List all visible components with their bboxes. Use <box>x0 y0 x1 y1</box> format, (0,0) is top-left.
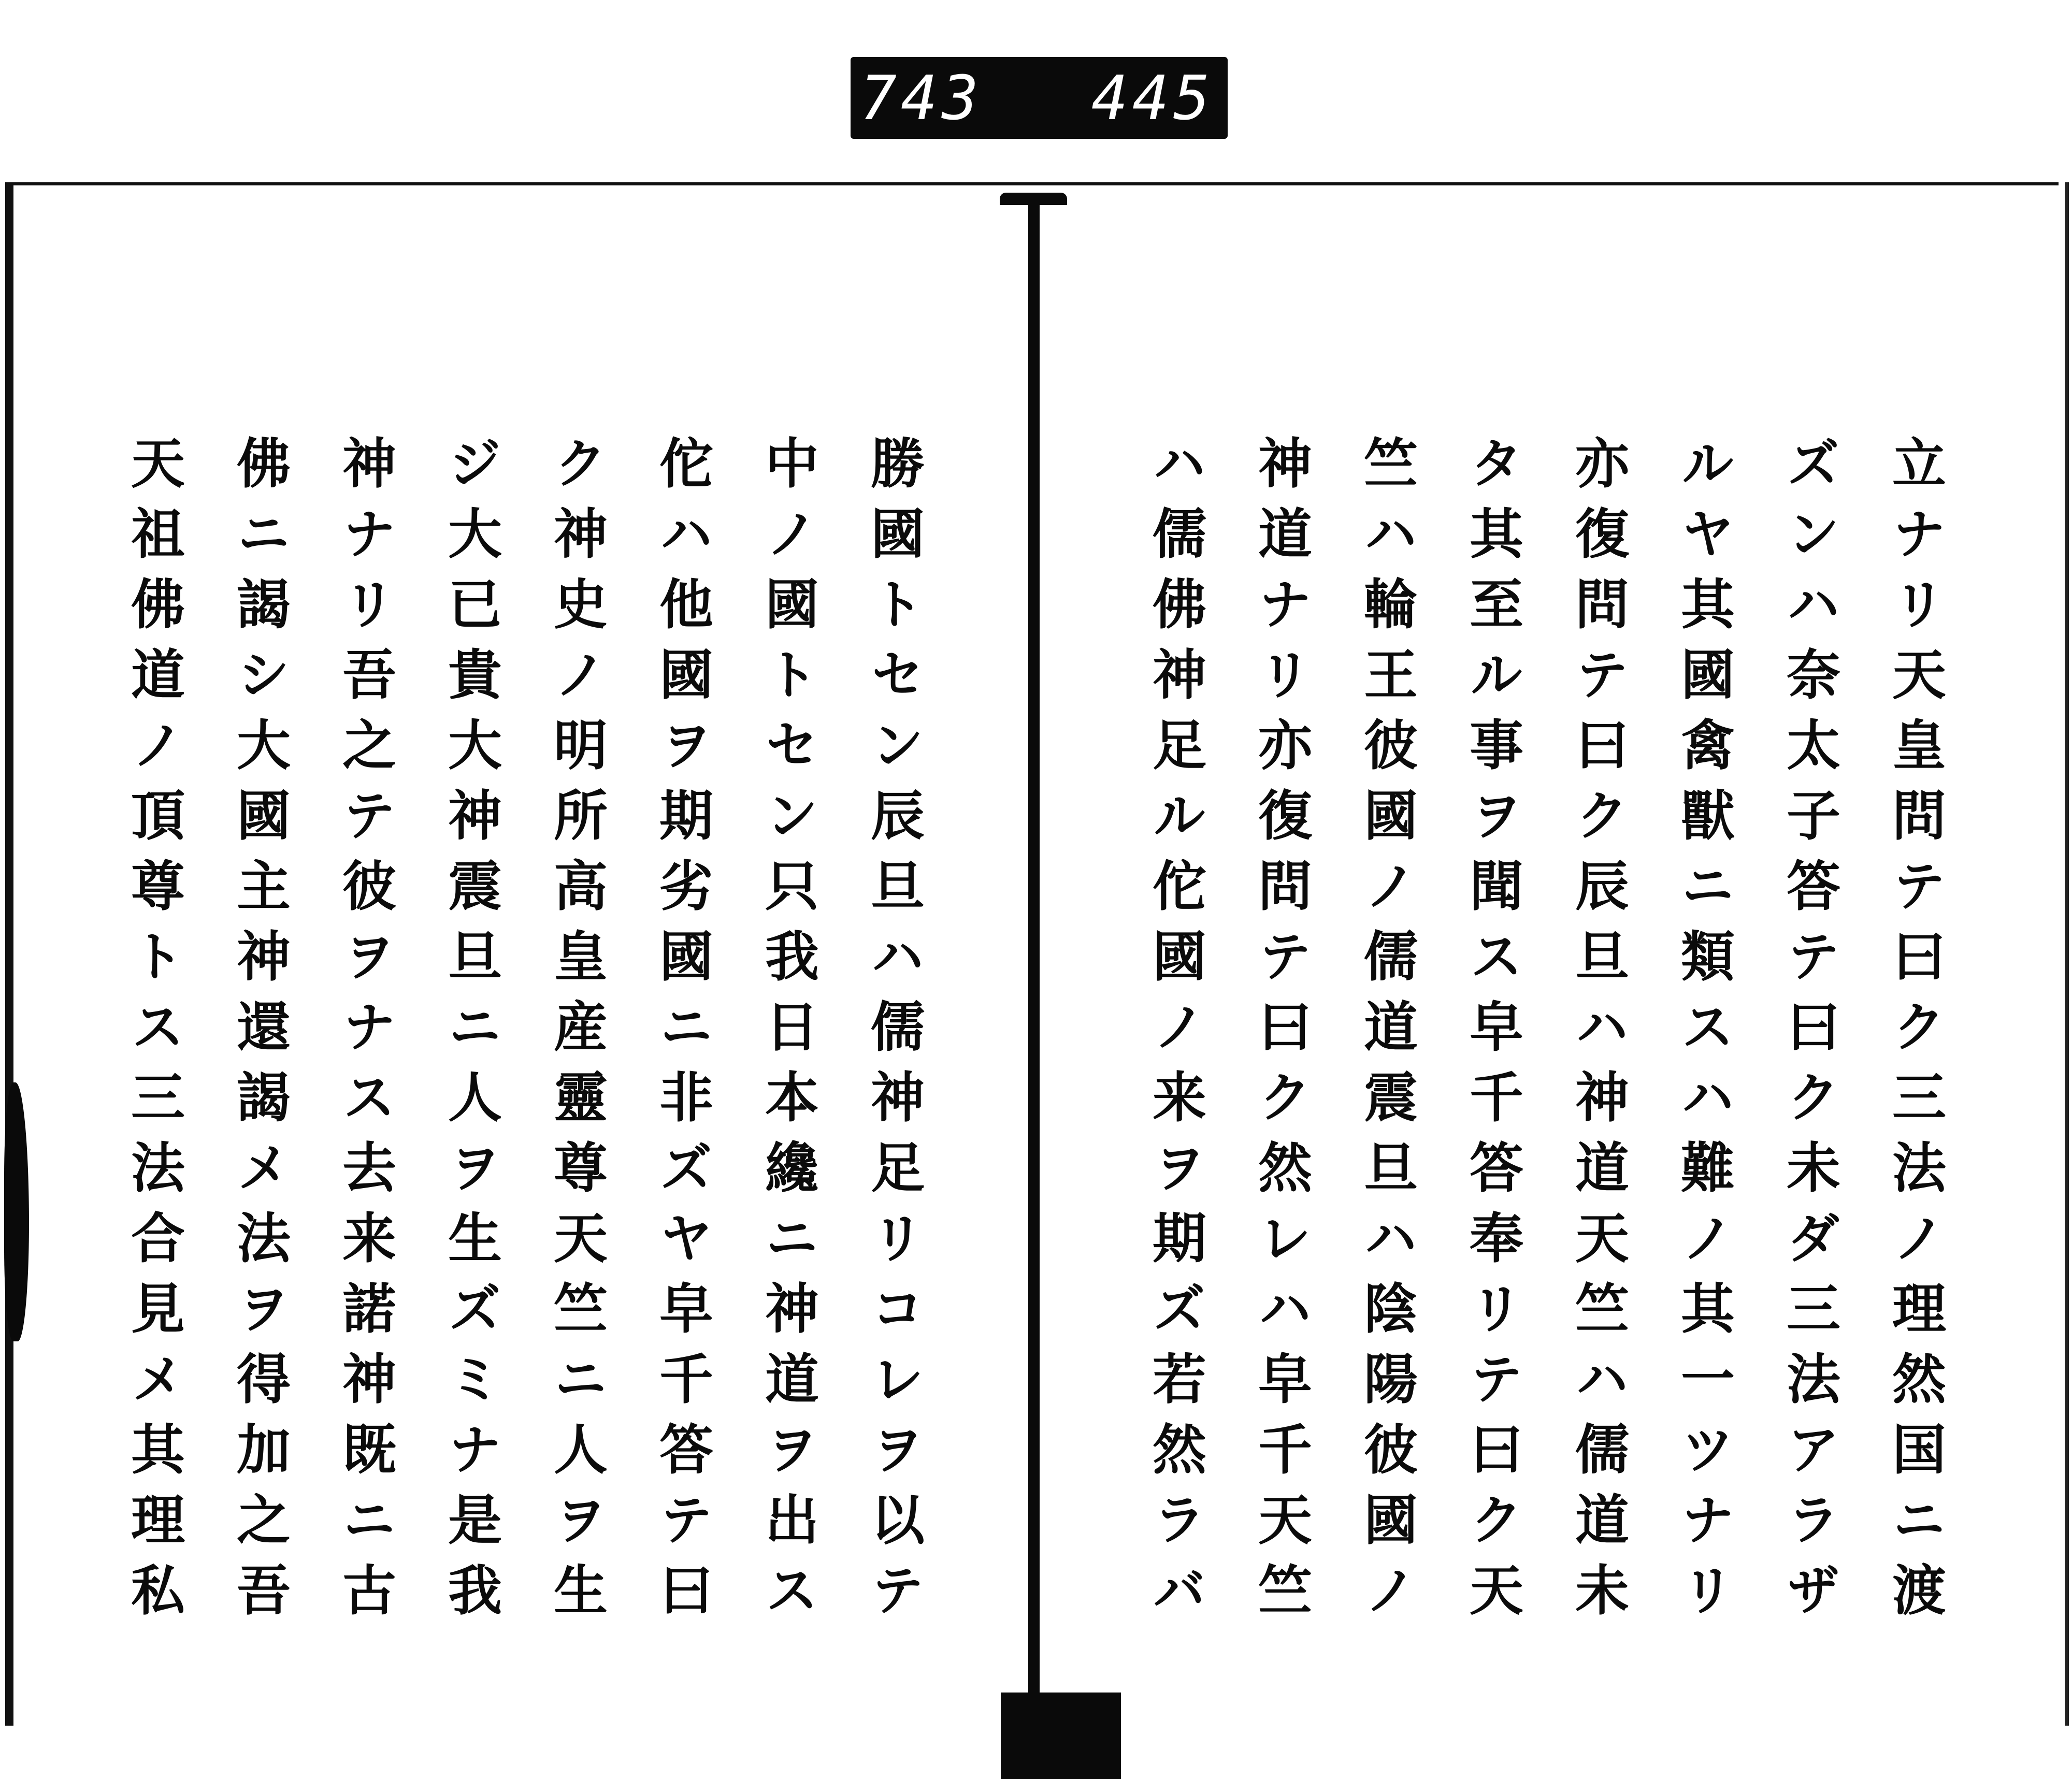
text-column: 立ナリ天皇問テ曰ク三法ノ理然国ニ渡 <box>1883 435 1947 1632</box>
text-column: タ其至ル事ヲ聞ス皁千答奉リテ曰ク天 <box>1460 435 1524 1632</box>
page-edge-right <box>2065 182 2069 1726</box>
archive-number-label <box>851 57 1228 139</box>
text-column: 亦復問テ曰ク辰旦ハ神道天竺ハ儒道未 <box>1566 435 1630 1632</box>
text-column: 天祖佛道ノ頂尊トス三法合見メ其理私 <box>122 435 185 1632</box>
text-column: 神ナリ吾之テ彼ヲナス去来諾神既ニ古 <box>333 435 397 1632</box>
text-column: ハ儒佛神足ル佗國ノ来ヲ期ズ若然ラバ <box>1143 435 1207 1632</box>
text-column: ジ大已貴大神震旦ニ人ヲ生ズミナ是我 <box>439 435 502 1632</box>
archive-number-left: 743 <box>860 62 983 134</box>
text-column: ルヤ其國禽獸ニ類スハ難ノ其一ツナリ <box>1672 435 1735 1632</box>
text-column: 竺ハ輪王彼國ノ儒道震旦ハ陰陽彼國ノ <box>1355 435 1418 1632</box>
scan-blot <box>4 1082 29 1341</box>
text-column: 佛ニ謁シ大國主神還謁メ法ヲ得加之吾 <box>227 435 291 1632</box>
text-column: 佗ハ他國ヲ期劣國ニ非ズヤ皁千答テ曰 <box>650 435 714 1632</box>
page-edge-top <box>7 182 2059 185</box>
text-column: 神道ナリ亦復問テ曰ク然レハ皁千天竺 <box>1249 435 1313 1632</box>
book-gutter-foot <box>1001 1693 1121 1779</box>
text-column: 中ノ國トセン只我日本纔ニ神道ヲ出ス <box>756 435 819 1632</box>
text-column: ズンハ奈太子答テ曰ク未ダ三法アラザ <box>1777 435 1841 1632</box>
book-gutter <box>1028 193 1040 1695</box>
archive-number-right: 445 <box>1091 62 1214 134</box>
text-column: ク神史ノ明所高皇産靈尊天竺ニ人ヲ生 <box>544 435 608 1632</box>
text-column: 勝國トセン辰旦ハ儒神足リコレヲ以テ <box>861 435 925 1632</box>
page-edge-left <box>5 182 13 1726</box>
